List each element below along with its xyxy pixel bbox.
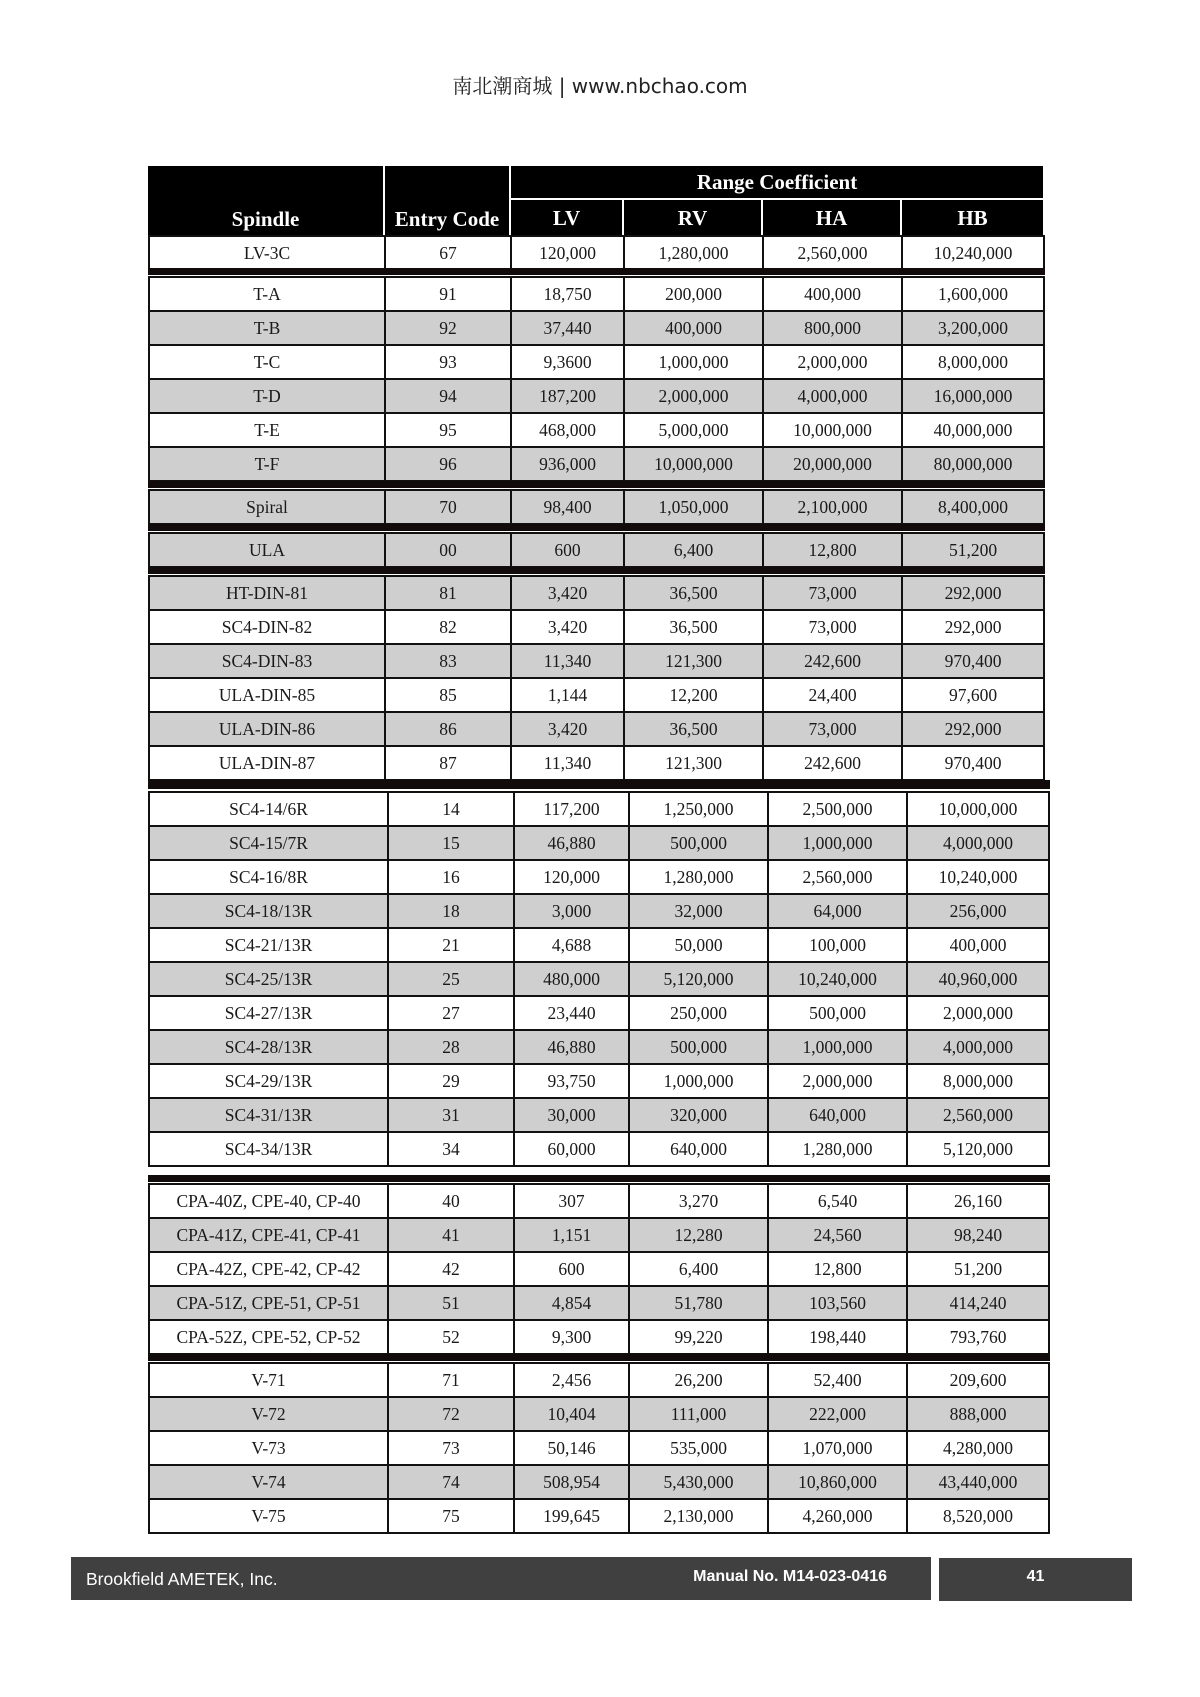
cell-rv: 400,000 (624, 311, 763, 345)
cell-code: 72 (388, 1397, 514, 1431)
cell-lv: 46,880 (514, 1030, 629, 1064)
table-row (149, 610, 1044, 644)
header-range-coefficient: Range Coefficient (510, 166, 1043, 199)
cell-ha: 2,560,000 (768, 860, 907, 894)
cell-rv: 50,000 (629, 928, 768, 962)
cell-rv: 51,780 (629, 1286, 768, 1320)
footer-company: Brookfield AMETEK, Inc. (86, 1569, 278, 1589)
cell-ha: 2,000,000 (768, 1064, 907, 1098)
table-row (149, 1218, 1049, 1252)
cell-hb: 51,200 (902, 533, 1044, 567)
cell-lv: 187,200 (511, 379, 624, 413)
cell-spindle: SC4-25/13R (149, 962, 388, 996)
cell-spindle: SC4-21/13R (149, 928, 388, 962)
cell-code: 21 (388, 928, 514, 962)
cell-rv: 200,000 (624, 277, 763, 311)
cell-lv: 4,854 (514, 1286, 629, 1320)
cell-code: 67 (385, 236, 511, 270)
cell-spindle: T-C (149, 345, 385, 379)
section-separator (148, 481, 1045, 488)
cell-ha: 500,000 (768, 996, 907, 1030)
cell-ha: 73,000 (763, 576, 902, 610)
cell-spindle: SC4-28/13R (149, 1030, 388, 1064)
table-row (149, 379, 1044, 413)
cell-ha: 2,500,000 (768, 792, 907, 826)
cell-code: 75 (388, 1499, 514, 1533)
cell-spindle: V-71 (149, 1363, 388, 1397)
cell-ha: 10,000,000 (763, 413, 902, 447)
cell-lv: 11,340 (511, 644, 624, 678)
cell-code: 73 (388, 1431, 514, 1465)
table-section (148, 276, 1045, 482)
footer-manual-number: Manual No. M14-023-0416 (693, 1568, 887, 1585)
cell-rv: 320,000 (629, 1098, 768, 1132)
header-hb: HB (901, 199, 1043, 237)
cell-code: 94 (385, 379, 511, 413)
cell-hb: 292,000 (902, 610, 1044, 644)
table-row (149, 1465, 1049, 1499)
cell-spindle: SC4-DIN-82 (149, 610, 385, 644)
cell-spindle: SC4-29/13R (149, 1064, 388, 1098)
cell-spindle: CPA-41Z, CPE-41, CP-41 (149, 1218, 388, 1252)
cell-ha: 64,000 (768, 894, 907, 928)
cell-lv: 60,000 (514, 1132, 629, 1166)
cell-spindle: LV-3C (149, 236, 385, 270)
table-row (149, 678, 1044, 712)
cell-hb: 400,000 (907, 928, 1049, 962)
cell-code: 74 (388, 1465, 514, 1499)
table-section (148, 1362, 1050, 1534)
cell-lv: 50,146 (514, 1431, 629, 1465)
cell-ha: 2,100,000 (763, 490, 902, 524)
table-row (149, 1431, 1049, 1465)
header-lv: LV (510, 199, 623, 237)
cell-code: 34 (388, 1132, 514, 1166)
cell-hb: 793,760 (907, 1320, 1049, 1354)
cell-hb: 970,400 (902, 746, 1044, 780)
cell-hb: 256,000 (907, 894, 1049, 928)
cell-hb: 8,000,000 (902, 345, 1044, 379)
cell-hb: 209,600 (907, 1363, 1049, 1397)
cell-rv: 1,050,000 (624, 490, 763, 524)
table-header (148, 166, 1043, 238)
cell-ha: 4,000,000 (763, 379, 902, 413)
cell-code: 31 (388, 1098, 514, 1132)
cell-hb: 2,560,000 (907, 1098, 1049, 1132)
page-number: 41 (1026, 1568, 1045, 1585)
cell-spindle: CPA-40Z, CPE-40, CP-40 (149, 1184, 388, 1218)
cell-spindle: V-74 (149, 1465, 388, 1499)
cell-rv: 99,220 (629, 1320, 768, 1354)
table-row (149, 490, 1044, 524)
cell-spindle: V-72 (149, 1397, 388, 1431)
cell-hb: 98,240 (907, 1218, 1049, 1252)
cell-rv: 500,000 (629, 826, 768, 860)
cell-lv: 10,404 (514, 1397, 629, 1431)
cell-hb: 292,000 (902, 712, 1044, 746)
cell-hb: 97,600 (902, 678, 1044, 712)
table-row (149, 1064, 1049, 1098)
cell-lv: 93,750 (514, 1064, 629, 1098)
table-row (149, 1320, 1049, 1354)
cell-ha: 24,400 (763, 678, 902, 712)
cell-ha: 12,800 (763, 533, 902, 567)
cell-ha: 1,070,000 (768, 1431, 907, 1465)
header-ha: HA (762, 199, 901, 237)
table-row (149, 1397, 1049, 1431)
cell-spindle: T-D (149, 379, 385, 413)
cell-spindle: T-A (149, 277, 385, 311)
cell-hb: 3,200,000 (902, 311, 1044, 345)
cell-code: 70 (385, 490, 511, 524)
cell-ha: 6,540 (768, 1184, 907, 1218)
cell-spindle: ULA-DIN-87 (149, 746, 385, 780)
cell-spindle: T-E (149, 413, 385, 447)
cell-ha: 12,800 (768, 1252, 907, 1286)
cell-lv: 936,000 (511, 447, 624, 481)
table-row (149, 1132, 1049, 1166)
cell-spindle: CPA-51Z, CPE-51, CP-51 (149, 1286, 388, 1320)
cell-lv: 480,000 (514, 962, 629, 996)
cell-code: 95 (385, 413, 511, 447)
cell-code: 40 (388, 1184, 514, 1218)
cell-rv: 2,000,000 (624, 379, 763, 413)
cell-hb: 4,280,000 (907, 1431, 1049, 1465)
cell-hb: 4,000,000 (907, 826, 1049, 860)
footer-page-box (939, 1558, 1132, 1601)
cell-hb: 51,200 (907, 1252, 1049, 1286)
cell-lv: 46,880 (514, 826, 629, 860)
cell-code: 83 (385, 644, 511, 678)
cell-code: 18 (388, 894, 514, 928)
cell-code: 96 (385, 447, 511, 481)
cell-lv: 3,420 (511, 610, 624, 644)
cell-rv: 1,000,000 (629, 1064, 768, 1098)
section-separator (148, 268, 1045, 275)
cell-code: 92 (385, 311, 511, 345)
cell-lv: 98,400 (511, 490, 624, 524)
table-row (149, 277, 1044, 311)
cell-rv: 6,400 (629, 1252, 768, 1286)
cell-ha: 52,400 (768, 1363, 907, 1397)
cell-hb: 4,000,000 (907, 1030, 1049, 1064)
cell-hb: 40,000,000 (902, 413, 1044, 447)
cell-hb: 5,120,000 (907, 1132, 1049, 1166)
cell-hb: 414,240 (907, 1286, 1049, 1320)
cell-rv: 1,280,000 (624, 236, 763, 270)
table-section (148, 532, 1045, 568)
cell-code: 25 (388, 962, 514, 996)
cell-ha: 73,000 (763, 610, 902, 644)
cell-code: 14 (388, 792, 514, 826)
table-section (148, 489, 1045, 525)
table-row (149, 792, 1049, 826)
header-spindle: Spindle (148, 166, 384, 237)
cell-spindle: T-B (149, 311, 385, 345)
table-row (149, 1499, 1049, 1533)
cell-rv: 121,300 (624, 746, 763, 780)
cell-ha: 1,000,000 (768, 826, 907, 860)
cell-rv: 2,130,000 (629, 1499, 768, 1533)
table-section (148, 791, 1050, 1167)
cell-rv: 640,000 (629, 1132, 768, 1166)
cell-rv: 250,000 (629, 996, 768, 1030)
cell-rv: 12,200 (624, 678, 763, 712)
table-row (149, 345, 1044, 379)
cell-spindle: T-F (149, 447, 385, 481)
cell-rv: 5,120,000 (629, 962, 768, 996)
cell-ha: 198,440 (768, 1320, 907, 1354)
watermark-text: 南北潮商城 | www.nbchao.com (452, 74, 748, 98)
table-row (149, 1286, 1049, 1320)
cell-spindle: Spiral (149, 490, 385, 524)
cell-ha: 24,560 (768, 1218, 907, 1252)
table-row (149, 826, 1049, 860)
table-section (148, 235, 1045, 271)
cell-hb: 43,440,000 (907, 1465, 1049, 1499)
cell-ha: 4,260,000 (768, 1499, 907, 1533)
cell-spindle: ULA (149, 533, 385, 567)
cell-hb: 8,520,000 (907, 1499, 1049, 1533)
cell-hb: 970,400 (902, 644, 1044, 678)
cell-rv: 10,000,000 (624, 447, 763, 481)
cell-lv: 1,144 (511, 678, 624, 712)
cell-ha: 800,000 (763, 311, 902, 345)
cell-rv: 36,500 (624, 576, 763, 610)
cell-spindle: V-73 (149, 1431, 388, 1465)
cell-hb: 1,600,000 (902, 277, 1044, 311)
section-separator (148, 1175, 1050, 1182)
cell-ha: 242,600 (763, 746, 902, 780)
cell-spindle: SC4-27/13R (149, 996, 388, 1030)
table-row (149, 644, 1044, 678)
table-row (149, 860, 1049, 894)
cell-rv: 111,000 (629, 1397, 768, 1431)
cell-lv: 307 (514, 1184, 629, 1218)
cell-code: 71 (388, 1363, 514, 1397)
cell-spindle: ULA-DIN-85 (149, 678, 385, 712)
cell-ha: 100,000 (768, 928, 907, 962)
cell-lv: 117,200 (514, 792, 629, 826)
cell-lv: 120,000 (514, 860, 629, 894)
cell-lv: 120,000 (511, 236, 624, 270)
cell-spindle: CPA-52Z, CPE-52, CP-52 (149, 1320, 388, 1354)
table-row (149, 1184, 1049, 1218)
cell-lv: 3,000 (514, 894, 629, 928)
cell-code: 28 (388, 1030, 514, 1064)
cell-code: 00 (385, 533, 511, 567)
cell-ha: 1,280,000 (768, 1132, 907, 1166)
cell-hb: 292,000 (902, 576, 1044, 610)
section-separator (148, 1354, 1050, 1361)
cell-rv: 32,000 (629, 894, 768, 928)
cell-lv: 468,000 (511, 413, 624, 447)
cell-hb: 8,000,000 (907, 1064, 1049, 1098)
section-separator (148, 567, 1045, 574)
cell-spindle: SC4-DIN-83 (149, 644, 385, 678)
cell-code: 87 (385, 746, 511, 780)
cell-ha: 10,860,000 (768, 1465, 907, 1499)
cell-code: 16 (388, 860, 514, 894)
table-row (149, 576, 1044, 610)
cell-lv: 9,3600 (511, 345, 624, 379)
cell-ha: 242,600 (763, 644, 902, 678)
cell-rv: 5,000,000 (624, 413, 763, 447)
cell-code: 82 (385, 610, 511, 644)
cell-spindle: SC4-16/8R (149, 860, 388, 894)
cell-rv: 5,430,000 (629, 1465, 768, 1499)
cell-ha: 10,240,000 (768, 962, 907, 996)
cell-rv: 26,200 (629, 1363, 768, 1397)
cell-lv: 2,456 (514, 1363, 629, 1397)
cell-spindle: SC4-14/6R (149, 792, 388, 826)
header-rv: RV (623, 199, 762, 237)
cell-code: 51 (388, 1286, 514, 1320)
cell-ha: 640,000 (768, 1098, 907, 1132)
cell-lv: 30,000 (514, 1098, 629, 1132)
cell-ha: 2,560,000 (763, 236, 902, 270)
cell-ha: 20,000,000 (763, 447, 902, 481)
table-section (148, 1183, 1050, 1355)
cell-lv: 18,750 (511, 277, 624, 311)
cell-spindle: SC4-15/7R (149, 826, 388, 860)
header-entry-code: Entry Code (384, 166, 510, 237)
cell-lv: 1,151 (514, 1218, 629, 1252)
footer-bar (71, 1557, 931, 1600)
cell-ha: 103,560 (768, 1286, 907, 1320)
cell-hb: 80,000,000 (902, 447, 1044, 481)
table-row (149, 712, 1044, 746)
cell-code: 91 (385, 277, 511, 311)
section-separator (148, 780, 1050, 789)
cell-code: 86 (385, 712, 511, 746)
cell-ha: 73,000 (763, 712, 902, 746)
cell-code: 52 (388, 1320, 514, 1354)
cell-lv: 9,300 (514, 1320, 629, 1354)
cell-lv: 4,688 (514, 928, 629, 962)
cell-hb: 10,000,000 (907, 792, 1049, 826)
cell-hb: 10,240,000 (907, 860, 1049, 894)
cell-lv: 37,440 (511, 311, 624, 345)
cell-spindle: ULA-DIN-86 (149, 712, 385, 746)
cell-code: 93 (385, 345, 511, 379)
cell-lv: 3,420 (511, 712, 624, 746)
cell-hb: 16,000,000 (902, 379, 1044, 413)
cell-ha: 222,000 (768, 1397, 907, 1431)
cell-lv: 3,420 (511, 576, 624, 610)
table-row (149, 996, 1049, 1030)
cell-spindle: SC4-18/13R (149, 894, 388, 928)
cell-rv: 121,300 (624, 644, 763, 678)
table-row (149, 1363, 1049, 1397)
cell-spindle: CPA-42Z, CPE-42, CP-42 (149, 1252, 388, 1286)
table-row (149, 311, 1044, 345)
cell-hb: 40,960,000 (907, 962, 1049, 996)
cell-lv: 11,340 (511, 746, 624, 780)
cell-rv: 3,270 (629, 1184, 768, 1218)
cell-rv: 36,500 (624, 610, 763, 644)
table-row (149, 413, 1044, 447)
cell-code: 85 (385, 678, 511, 712)
table-row (149, 1252, 1049, 1286)
cell-rv: 535,000 (629, 1431, 768, 1465)
table-row (149, 533, 1044, 567)
cell-hb: 26,160 (907, 1184, 1049, 1218)
cell-rv: 1,280,000 (629, 860, 768, 894)
cell-ha: 400,000 (763, 277, 902, 311)
cell-lv: 600 (511, 533, 624, 567)
table-row (149, 746, 1044, 780)
cell-rv: 36,500 (624, 712, 763, 746)
cell-ha: 2,000,000 (763, 345, 902, 379)
cell-rv: 6,400 (624, 533, 763, 567)
cell-lv: 23,440 (514, 996, 629, 1030)
table-row (149, 1030, 1049, 1064)
cell-code: 41 (388, 1218, 514, 1252)
cell-code: 27 (388, 996, 514, 1030)
cell-lv: 600 (514, 1252, 629, 1286)
cell-rv: 1,000,000 (624, 345, 763, 379)
cell-lv: 199,645 (514, 1499, 629, 1533)
table-row (149, 928, 1049, 962)
cell-lv: 508,954 (514, 1465, 629, 1499)
cell-hb: 888,000 (907, 1397, 1049, 1431)
section-separator (148, 524, 1045, 531)
cell-hb: 8,400,000 (902, 490, 1044, 524)
cell-code: 29 (388, 1064, 514, 1098)
cell-code: 15 (388, 826, 514, 860)
table-row (149, 447, 1044, 481)
cell-spindle: SC4-31/13R (149, 1098, 388, 1132)
cell-ha: 1,000,000 (768, 1030, 907, 1064)
table-section (148, 575, 1045, 781)
cell-rv: 1,250,000 (629, 792, 768, 826)
table-row (149, 236, 1044, 270)
cell-hb: 10,240,000 (902, 236, 1044, 270)
table-row (149, 962, 1049, 996)
table-row (149, 894, 1049, 928)
cell-code: 81 (385, 576, 511, 610)
cell-code: 42 (388, 1252, 514, 1286)
cell-spindle: SC4-34/13R (149, 1132, 388, 1166)
cell-hb: 2,000,000 (907, 996, 1049, 1030)
cell-spindle: V-75 (149, 1499, 388, 1533)
cell-spindle: HT-DIN-81 (149, 576, 385, 610)
table-row (149, 1098, 1049, 1132)
cell-rv: 12,280 (629, 1218, 768, 1252)
cell-rv: 500,000 (629, 1030, 768, 1064)
